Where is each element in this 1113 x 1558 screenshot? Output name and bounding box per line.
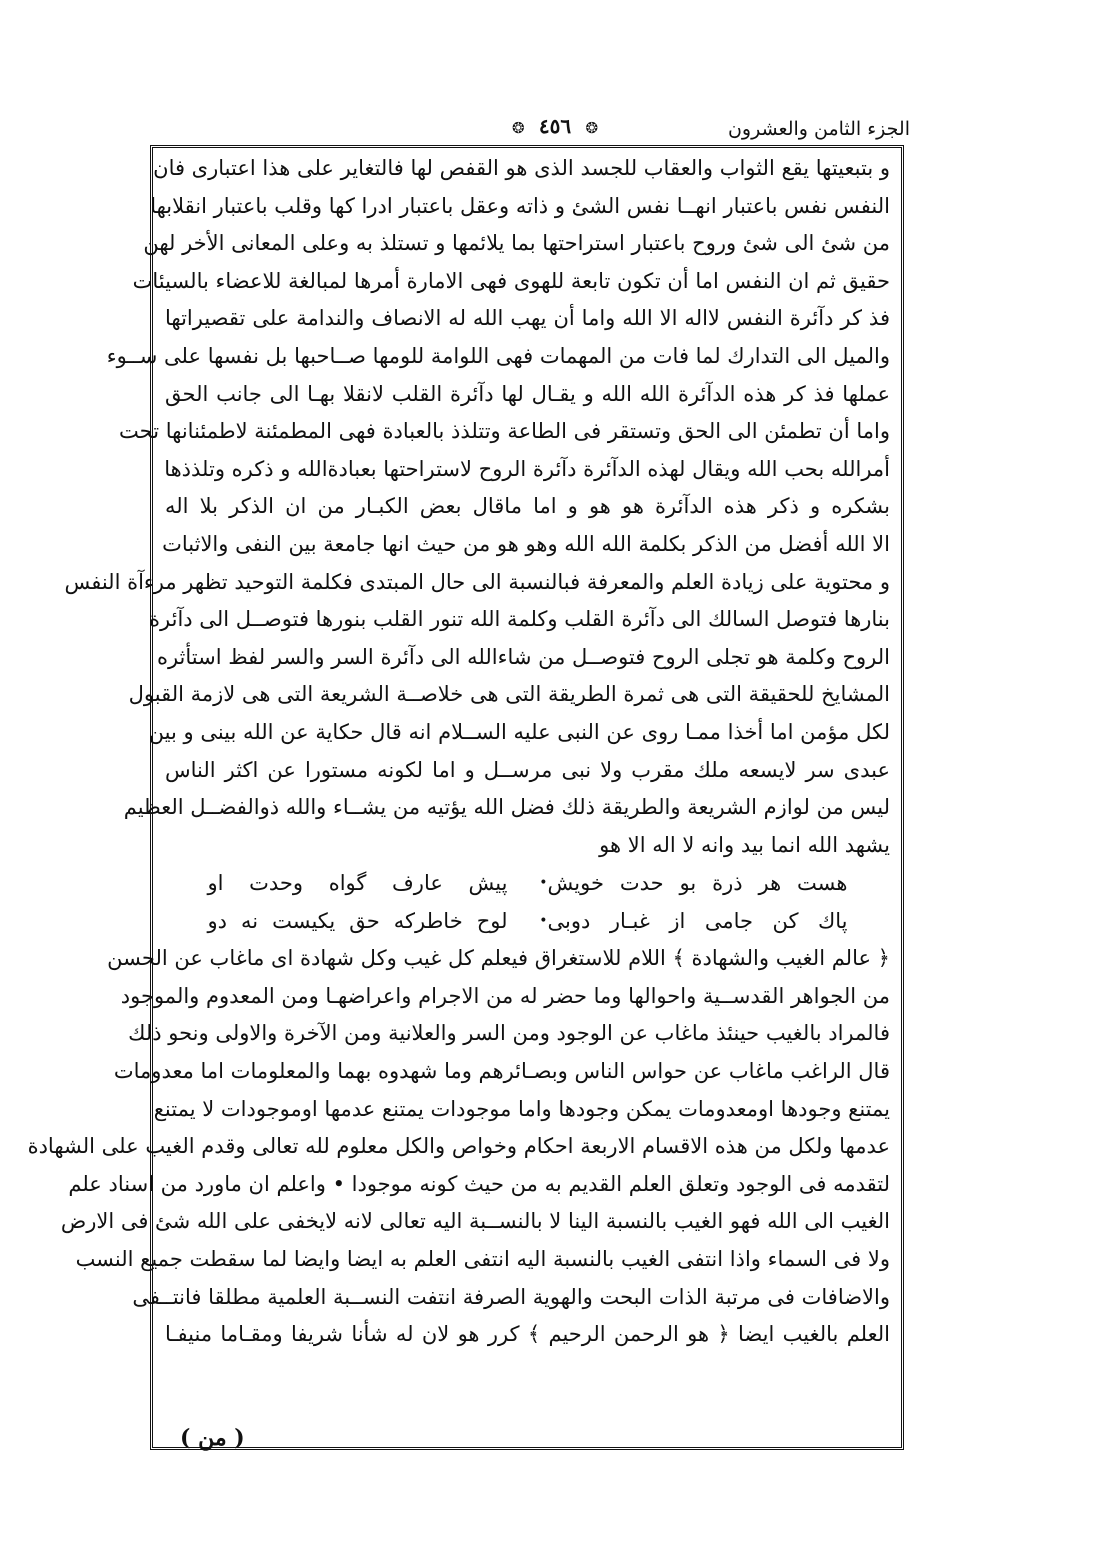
text-line: الغيب الى الله فهو الغيب بالنسبة الينا لا بالنســبة اليه تعالى لانه لايخفى على الله شئ فى الارض — [60, 1209, 890, 1234]
text-line: من شئ الى شئ وروح باعتبار استراحتها بما يلائمها و تستلذ به وعلى المعانى الأخر لهن — [143, 231, 890, 256]
verse-row — [165, 864, 890, 902]
text-line: عملها فذ كر هذه الدآئرة الله الله و يقـال لها دآئرة القلب لانقلا بهـا الى جانب الحق — [165, 381, 890, 406]
text-line: ﴿ عالم الغيب والشهادة ﴾ اللام للاستغراق فيعلم كل غيب وكل شهادة اى ماغاب عن الحسن — [107, 946, 890, 971]
text-line: ولا فى السماء واذا انتفى الغيب بالنسبة اليه انتفى العلم به ايضا وايضا لما سقطت جميع النسب — [75, 1247, 890, 1272]
text-line: الروح وكلمة هو تجلى الروح فتوصــل من شاءالله الى دآئرة السر والسر لفظ استأثره — [156, 644, 890, 669]
text-line: حقيق ثم ان النفس اما أن تكون تابعة للهوى فهى الامارة أمرها لمبالغة للاعضاء بالسيئات — [132, 268, 890, 293]
text-line: لتقدمه فى الوجود وتعلق العلم القديم به من حيث كونه موجودا • واعلم ان ماورد من اسناد علم — [68, 1171, 890, 1196]
text-line: واما أن تطمئن الى الحق وتستقر فى الطاعة وتتلذذ بالعبادة فهى المطمئنة لاطمئنانها تحت — [119, 419, 890, 444]
book-title: الجزء الثامن والعشرون — [727, 118, 910, 140]
verse-row — [165, 902, 890, 940]
page-number: ٤٥٦ — [538, 114, 572, 138]
text-line: والميل الى التدارك لما فات من المهمات فهى اللوامة للومها صــاحبها بل نفسها على ســوء — [106, 343, 890, 368]
text-line: يشهد الله انما بيد وانه لا اله الا هو — [599, 832, 890, 857]
text-line: فالمراد بالغيب حينئذ ماغاب عن الوجود ومن السر والعلانية ومن الآخرة والاولى ونحو ذلك — [128, 1021, 890, 1046]
text-line: و محتوية على زيادة العلم والمعرفة فبالنسبة الى حال المبتدى فكلمة التوحيد تظهر مرءآة النفس — [64, 569, 890, 594]
text-line: بشكره و ذكر هذه الدآئرة هو هو و اما ماقال بعض الكبـار من ان الذكر بلا اله — [165, 494, 890, 519]
left-ornament-icon: ❂ — [511, 118, 525, 137]
verse-separator: • — [539, 875, 548, 892]
text-line: عبدى سر لايسعه ملك مقرب ولا نبى مرســل و اما لكونه مستورا عن اكثر الناس — [165, 757, 890, 782]
text-line: لكل مؤمن اما أخذا ممـا روى عن النبى عليه الســلام انه قال حكاية عن الله بينى و بين — [148, 719, 890, 744]
text-line: و بتبعيتها يقع الثواب والعقاب للجسد الذى هو القفص لها فالتغاير على هذا اعتبارى فان — [153, 156, 890, 180]
text-line: النفس نفس باعتبار انهــا نفس الشئ و ذاته وعقل باعتبار ادرا كها وقلب باعتبار انقلابها — [150, 193, 890, 218]
text-line: العلم بالغيب ايضا ﴿ هو الرحمن الرحيم ﴾ كرر هو لان له شأنا شريفا ومقـاما منيفـا — [165, 1322, 890, 1347]
text-line: من الجواهر القدســية واحوالها وما حضر له من الاجرام واعراضهـا ومن المعدوم والموجود — [120, 983, 890, 1008]
text-line: الا الله أفضل من الذكر بكلمة الله الله وهو هو من حيث انها جامعة بين النفى والاثبات — [162, 531, 890, 556]
text-line: بنارها فتوصل السالك الى دآئرة القلب وكلمة الله تنور القلب بنورها فتوصــل الى دآئرة — [149, 607, 890, 632]
verse-first-hemistich: هست هر ذرة بو حدت خويش — [547, 871, 848, 896]
catchword: ( من ) — [180, 1425, 245, 1451]
verse-second-hemistich: لوح خاطركه حق يكيست نه دو — [207, 909, 508, 934]
text-line: أمرالله بحب الله ويقال لهذه الدآئرة دآئرة الروح لاستراحتها بعبادةالله و ذكره وتلذذها — [164, 456, 890, 481]
verse-second-hemistich: پيش عارف گواه وحدت او — [207, 871, 508, 896]
text-line: يمتنع وجودها اومعدومات يمكن وجودها واما موجودات يمتنع عدمها اوموجودات لا يمتنع — [153, 1096, 890, 1121]
verse-first-hemistich: پاك كن جامى از غبـار دوبى — [547, 909, 848, 934]
page-header — [150, 108, 910, 148]
text-line: ليس من لوازم الشريعة والطريقة ذلك فضل الله يؤتيه من يشــاء والله ذوالفضــل العظيم — [123, 795, 890, 820]
text-line: قال الراغب ماغاب عن حواس الناس وبصـائرهم وما شهدوه بهما والمعلومات اما معدومات — [113, 1059, 890, 1084]
text-line: عدمها ولكل من هذه الاقسام الاربعة احكام وخواص والكل معلوم لله تعالى وقدم الغيب على الشهادة — [27, 1134, 890, 1159]
right-ornament-icon: ❂ — [585, 118, 599, 137]
main-text — [27, 150, 890, 1445]
text-line: فذ كر دآئرة النفس لااله الا الله واما أن يهب الله له الانصاف والندامة على تقصيراتها — [165, 306, 890, 331]
verse-separator: • — [539, 913, 548, 930]
page-number-block — [480, 114, 630, 144]
text-line: المشايخ للحقيقة التى هى ثمرة الطريقة التى هى خلاصــة الشريعة التى هى لازمة القبول — [128, 682, 890, 707]
text-line: والاضافات فى مرتبة الذات البحت والهوية الصرفة انتفت النســبة العلمية مطلقا فانتــفى — [132, 1284, 890, 1309]
